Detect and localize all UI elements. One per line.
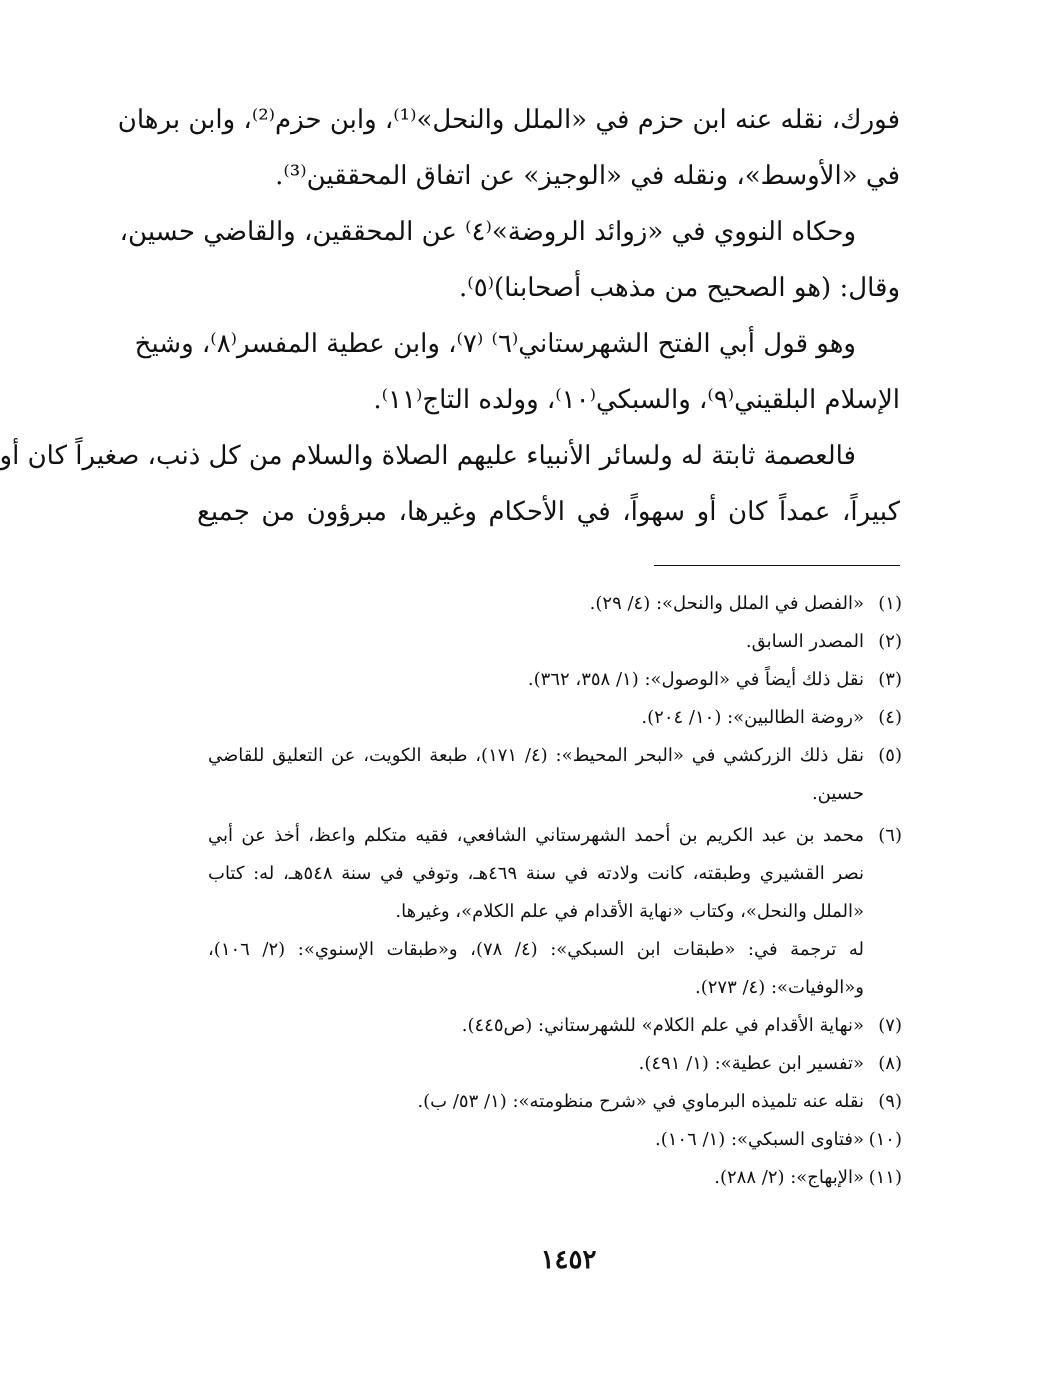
footnote-text: «فتاوى السبكي»: (١/ ١٠٦).: [654, 1129, 864, 1150]
footnote: [208, 623, 908, 661]
footnote-text: نقل ذلك أيضاً في «الوصول»: (١/ ٣٥٨، ٣٦٢).: [527, 669, 864, 690]
footnote: [208, 699, 908, 737]
footnote-number: (١٠): [868, 1129, 902, 1150]
footnote: [208, 1159, 908, 1197]
footnote: [208, 1083, 908, 1121]
footnote-text: و«الوفيات»: (٤/ ٢٧٣).: [694, 977, 864, 998]
body-line: كبيراً، عمداً كان أو سهواً، في الأحكام وغيرها، مبرؤون من جميع: [197, 497, 900, 527]
footnote-text: «الإبهاج»: (٢/ ٢٨٨).: [714, 1167, 864, 1188]
footnote-text: «تفسير ابن عطية»: (١/ ٤٩١).: [638, 1053, 864, 1074]
main-text: [0, 92, 900, 540]
footnotes: [208, 585, 908, 1197]
footnote-separator: [654, 565, 900, 566]
footnote-number: (٣): [878, 669, 902, 690]
footnote-number: (١١): [868, 1167, 902, 1188]
body-line: وحكاه النووي في «زوائد الروضة»⁽٤⁾ عن المحققين، والقاضي حسين،: [119, 217, 856, 247]
footnote-text: له ترجمة في: «طبقات ابن السبكي»: (٤/ ٧٨)، و«طبقات الإسنوي»: (٢/ ١٠٦)،: [208, 939, 864, 960]
footnote-text: «نهاية الأقدام في علم الكلام» للشهرستاني: (ص٤٤٥).: [461, 1015, 864, 1036]
footnote-text: نقل ذلك الزركشي في «البحر المحيط»: (٤/ ١٧١)، طبعة الكويت، عن التعليق للقاضي: [208, 745, 864, 766]
footnote-text: «روضة الطالبين»: (١٠/ ٢٠٤).: [641, 707, 864, 728]
footnote-number: (٤): [878, 707, 902, 728]
footnote-number: (٢): [878, 631, 902, 652]
footnote-number: (٧): [878, 1015, 902, 1036]
body-line: الإسلام البلقيني⁽٩⁾، والسبكي⁽١٠⁾، وولده التاج⁽١١⁾.: [373, 385, 900, 415]
footnote-number: (١): [878, 593, 902, 614]
footnote: [208, 1045, 908, 1083]
body-line: وقال: (هو الصحيح من مذهب أصحابنا)⁽٥⁾.: [459, 273, 900, 303]
footnote-text: «الملل والنحل»، وكتاب «نهاية الأقدام في علم الكلام»، وغيرها.: [395, 901, 864, 922]
footnote-number: (٥): [878, 745, 902, 766]
footnote-text: نصر القشيري وطبقته، كانت ولادته في سنة ٤٦٩هـ، وتوفي في سنة ٥٤٨هـ، له: كتاب: [208, 863, 865, 884]
footnote-text: محمد بن عبد الكريم بن أحمد الشهرستاني الشافعي، فقيه متكلم واعظ، أخذ عن أبي: [208, 825, 864, 846]
footnote-text: «الفصل في الملل والنحل»: (٤/ ٢٩).: [589, 593, 864, 614]
footnote-number: (٦): [878, 825, 902, 846]
footnote: [208, 585, 908, 623]
footnote: [208, 1007, 908, 1045]
page-number: ١٤٥٢: [540, 1245, 597, 1275]
footnote: [208, 661, 908, 699]
footnote-text: نقله عنه تلميذه البرماوي في «شرح منظومته»: (١/ ٥٣/ ب).: [417, 1091, 864, 1112]
footnote-text: حسين.: [811, 783, 864, 804]
body-line: فالعصمة ثابتة له ولسائر الأنبياء عليهم الصلاة والسلام من كل ذنب، صغيراً كان أو: [0, 441, 856, 471]
body-line: وهو قول أبي الفتح الشهرستاني⁽٦⁾ ⁽٧⁾، وابن عطية المفسر⁽٨⁾، وشيخ: [134, 329, 856, 359]
footnote-number: (٨): [878, 1053, 902, 1074]
footnote-text: المصدر السابق.: [745, 631, 864, 652]
footnote: [208, 817, 908, 1007]
footnote-number: (٩): [878, 1091, 902, 1112]
body-line: في «الأوسط»، ونقله في «الوجيز» عن اتفاق المحققين⁽³⁾.: [275, 161, 900, 191]
body-line: فورك، نقله عنه ابن حزم في «الملل والنحل»⁽¹⁾، وابن حزم⁽²⁾، وابن برهان: [117, 105, 900, 135]
footnote: [208, 737, 908, 813]
footnote: [208, 1121, 908, 1159]
